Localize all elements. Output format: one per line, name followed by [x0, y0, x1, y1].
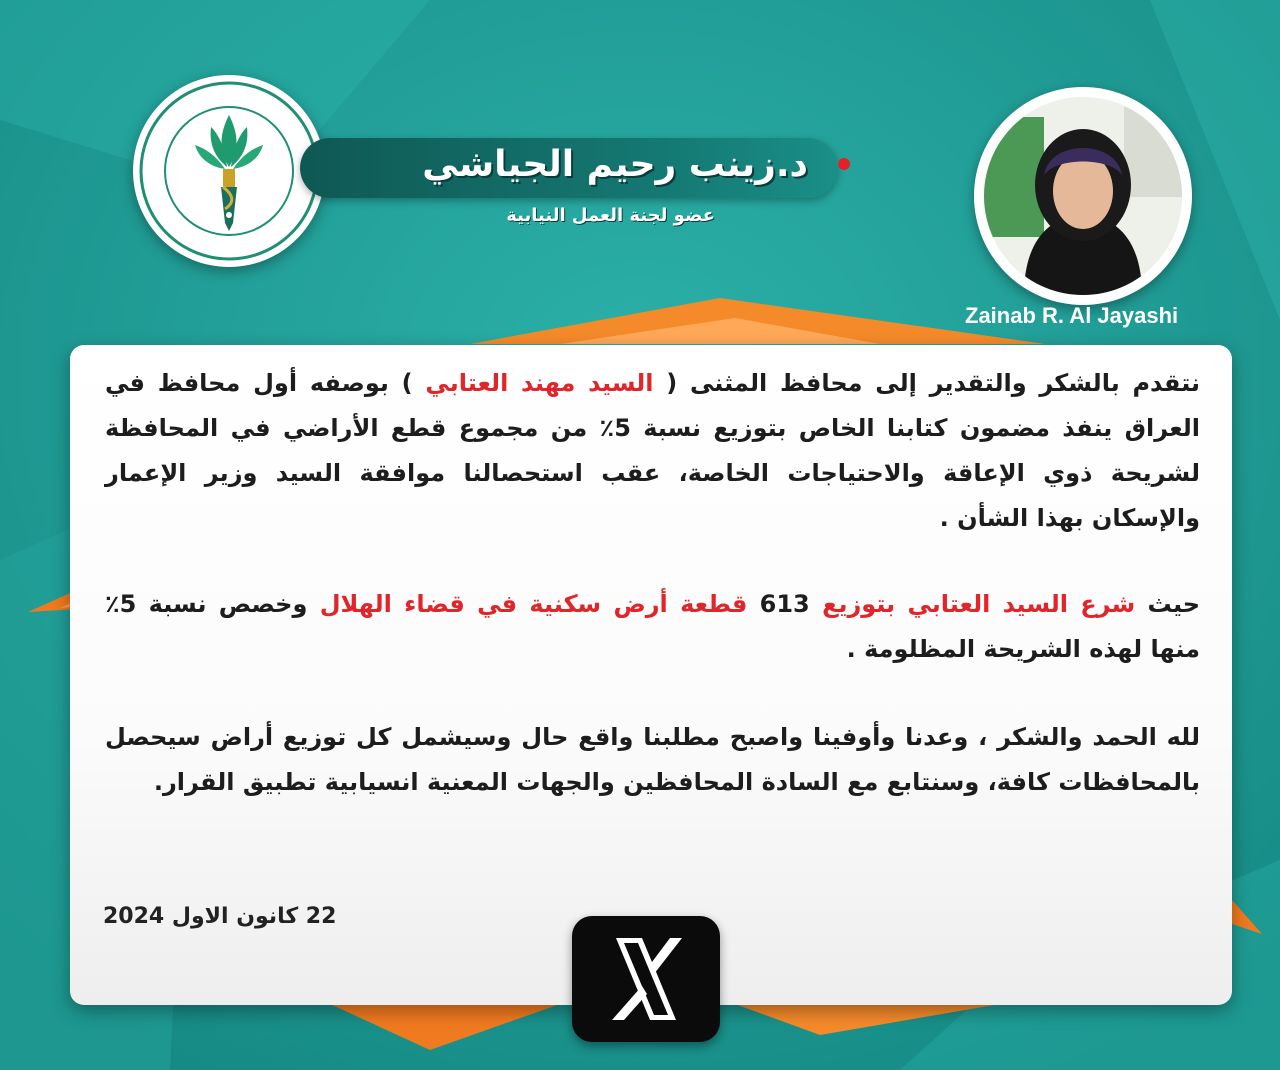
party-logo: [133, 75, 325, 267]
p2-highlight-2: قطعة أرض سكنية في قضاء الهلال: [319, 590, 748, 618]
alnahj-emblem-icon: [133, 75, 325, 267]
p2-lead: حيث: [1147, 590, 1201, 618]
name-banner: [300, 138, 838, 198]
person-portrait-icon: [984, 97, 1182, 295]
statement-paragraph-1: [105, 361, 1200, 541]
statement-paragraph-2: [105, 582, 1200, 672]
person-name-latin: Zainab R. Al Jayashi: [965, 303, 1179, 328]
p2-highlight-1: شرع السيد العتابي بتوزيع: [822, 590, 1136, 618]
statement-date: 22 كانون الاول 2024: [103, 904, 337, 929]
portrait-photo: [984, 97, 1182, 295]
plots-count: 613: [759, 590, 810, 618]
x-logo-icon: [572, 916, 720, 1042]
statement-paragraph-3: لله الحمد والشكر ، وعدنا وأوفينا واصبح مطلبنا واقع حال وسيشمل كل توزيع أراض سيحصل بالمحافظات كافة، وسنتابع مع السادة المحافظين والجهات المعنية انسيابية تطبيق القرار.: [105, 723, 1200, 796]
person-role: عضو لجنة العمل النيابية: [506, 205, 715, 226]
p1-text-before: نتقدم بالشكر والتقدير إلى محافظ المثنى (: [666, 369, 1201, 397]
person-name-arabic: د.زينب رحيم الجياشي: [422, 144, 808, 185]
p2-tail: وخصص نسبة 5٪ منها لهذه الشريحة المظلومة .: [105, 590, 1200, 663]
x-social-badge: [572, 916, 720, 1042]
p1-text-after: ) بوصفه أول محافظ في العراق ينفذ مضمون كتابنا الخاص بتوزيع نسبة 5٪ من مجموع قطع الأراضي في المحافظة لشريحة ذوي الإعاقة والاحتياجات الخاصة، عقب استحصالنا موافقة السيد وزير الإعمار والإسكان بهذا الشأن .: [105, 369, 1200, 532]
governor-name-highlight: السيد مهند العتابي: [425, 369, 654, 397]
bullet-dot: [838, 158, 850, 170]
